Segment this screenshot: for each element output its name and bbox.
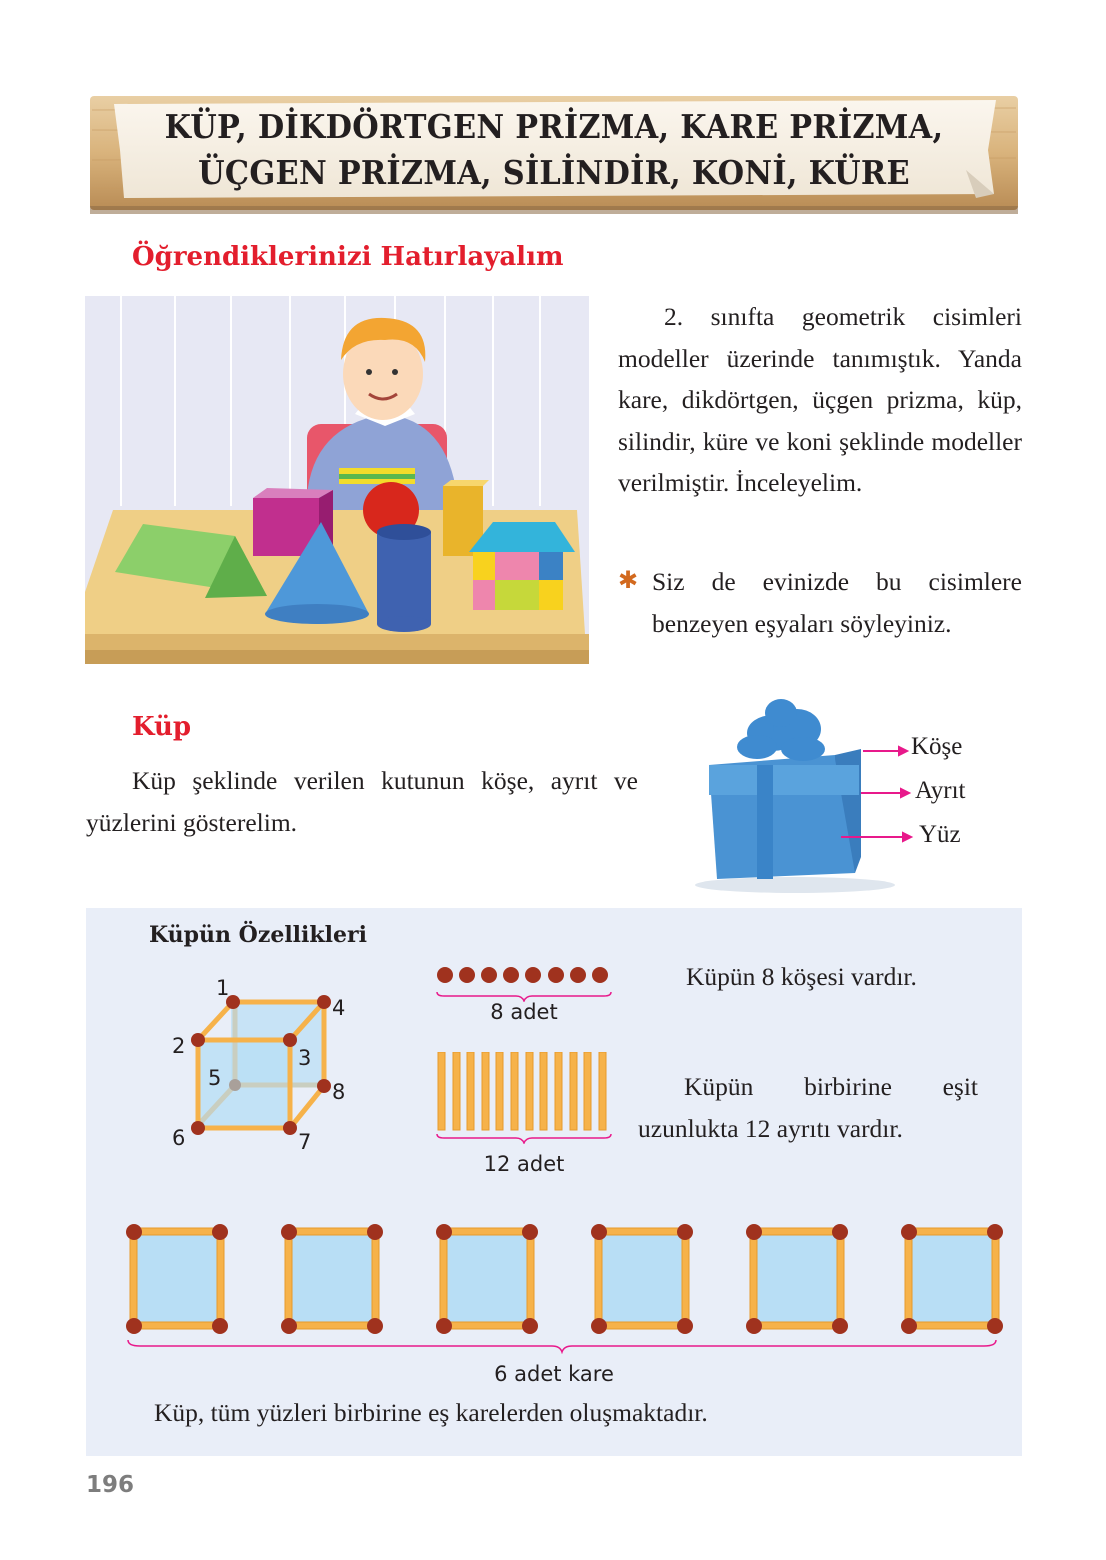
- vertex-label-1: 1: [216, 976, 230, 1000]
- vertex-label-5: 5: [208, 1066, 222, 1090]
- tip-item: [618, 561, 1022, 644]
- vertex-label-8: 8: [332, 1080, 346, 1104]
- asterisk-icon: ✱: [618, 568, 639, 594]
- title-line-2: ÜÇGEN PRİZMA, SİLİNDİR, KONİ, KÜRE: [198, 153, 910, 192]
- cube-wireframe-figure: [164, 978, 364, 1168]
- page-number: 196: [86, 1472, 135, 1498]
- title-line-1: KÜP, DİKDÖRTGEN PRİZMA, KARE PRİZMA,: [164, 107, 944, 146]
- vertex-label-7: 7: [298, 1130, 312, 1154]
- sticks-brace: [436, 1132, 612, 1144]
- dots-count-label: 8 adet: [490, 1000, 558, 1024]
- review-heading: Öğrendiklerinizi Hatırlayalım: [132, 242, 564, 272]
- corners-fact: Küpün 8 köşesi vardır.: [686, 962, 917, 991]
- cube-properties-panel: [86, 908, 1022, 1456]
- cube-intro-paragraph: Küp şeklinde verilen kutunun köşe, ayrıt ve yüzlerini gösterelim.: [86, 766, 638, 837]
- squares-brace: [126, 1338, 998, 1354]
- edges-fact: Küpün birbirine eşit uzunlukta 12 ayrıtı vardır.: [638, 1072, 978, 1143]
- eight-balls-figure: [436, 960, 611, 990]
- cube-heading: Küp: [132, 712, 192, 742]
- intro-paragraph: 2. sınıfta geometrik cisimleri modeller üzerinde tanımıştık. Yanda kare, dikdörtgen, üçgen prizma, küp, silindir, küre ve koni şeklinde modeller verilmiştir. İnceleyelim.: [618, 302, 1022, 497]
- corner-label: Köşe: [911, 733, 963, 760]
- squares-count-label: 6 adet kare: [494, 1362, 614, 1386]
- vertex-label-4: 4: [332, 996, 346, 1020]
- gift-box-figure: [685, 693, 985, 898]
- properties-title: Küpün Özellikleri: [149, 922, 367, 948]
- edge-label: Ayrıt: [915, 777, 966, 804]
- tip-text: Siz de evinizde bu cisimlere benzeyen eşyaları söyleyiniz.: [652, 567, 1022, 638]
- sticks-count-label: 12 adet: [483, 1152, 565, 1176]
- six-squares-figure: [126, 1224, 1006, 1334]
- conclusion-text: Küp, tüm yüzleri birbirine eş karelerden oluşmaktadır.: [154, 1398, 708, 1427]
- face-label: Yüz: [919, 821, 961, 848]
- vertex-label-3: 3: [298, 1046, 312, 1070]
- title-banner: [86, 90, 1022, 216]
- twelve-sticks-figure: [436, 1052, 612, 1132]
- boy-with-shapes-illustration: [85, 296, 589, 664]
- vertex-label-2: 2: [172, 1034, 186, 1058]
- vertex-label-6: 6: [172, 1126, 186, 1150]
